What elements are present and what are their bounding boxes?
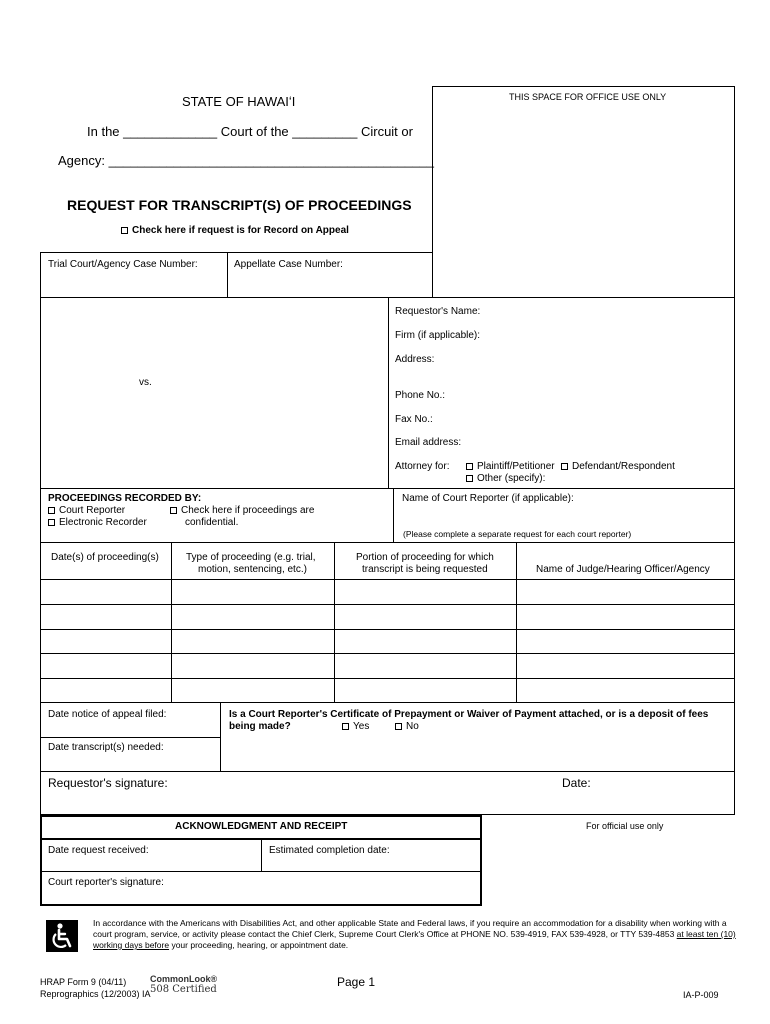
transcript-needed-label: Date transcript(s) needed: [48, 742, 164, 753]
checkbox-icon [466, 475, 473, 482]
signature-date-label: Date: [562, 776, 591, 790]
form-code: IA-P-009 [683, 990, 719, 1000]
commonlook-logo: CommonLook® [150, 974, 218, 984]
page-number: Page 1 [337, 975, 376, 989]
court-line: In the _____________ Court of the _________ Circuit or [87, 124, 413, 139]
fax-label: Fax No.: [395, 414, 433, 425]
checkbox-icon [561, 463, 568, 470]
office-use-box [432, 86, 735, 298]
col-type-header-1: Type of proceeding (e.g. trial, [186, 552, 316, 563]
firm-label: Firm (if applicable): [395, 330, 481, 341]
reporter-signature-label: Court reporter's signature: [48, 877, 164, 888]
requestor-signature-label: Requestor's signature: [48, 776, 168, 790]
ada-line-1: In accordance with the Americans with Disabilities Act, and other applicable State and Federal laws, if you require an accommodation for a disability when working with a [93, 918, 727, 928]
col-dates-header: Date(s) of proceeding(s) [51, 552, 159, 563]
reporter-note: (Please complete a separate request for each court reporter) [403, 529, 632, 539]
col-portion-header-2: transcript is being requested [362, 564, 488, 575]
defendant-checkbox[interactable]: Defendant/Respondent [561, 461, 675, 472]
estimated-completion-label: Estimated completion date: [269, 845, 390, 856]
prepayment-question-1: Is a Court Reporter's Certificate of Prepayment or Waiver of Payment attached, or is a deposit of fees [229, 709, 709, 720]
state-title: STATE OF HAWAIʻI [182, 94, 296, 109]
checkbox-icon [48, 519, 55, 526]
reporter-name-label: Name of Court Reporter (if applicable): [402, 493, 574, 504]
checkbox-icon [170, 507, 177, 514]
checkbox-icon [121, 227, 128, 234]
col-type-header-2: motion, sentencing, etc.) [198, 564, 307, 575]
confidential-label-2: confidential. [185, 517, 239, 528]
attorney-for-label: Attorney for: [395, 461, 450, 472]
form-number: HRAP Form 9 (04/11) [40, 977, 127, 987]
checkbox-icon [395, 723, 402, 730]
checkbox-icon [48, 507, 55, 514]
vs-label: vs. [139, 377, 152, 388]
wheelchair-icon [46, 920, 78, 952]
prepayment-question-2: being made? [229, 721, 291, 732]
date-received-label: Date request received: [48, 845, 149, 856]
trial-case-label: Trial Court/Agency Case Number: [48, 259, 198, 270]
col-portion-header-1: Portion of proceeding for which [356, 552, 494, 563]
col-judge-header: Name of Judge/Hearing Officer/Agency [536, 564, 710, 575]
ada-line-3: working days before your proceeding, hearing, or appointment date. [93, 940, 349, 950]
electronic-recorder-checkbox[interactable]: Electronic Recorder [48, 517, 147, 528]
ack-heading: ACKNOWLEDGMENT AND RECEIPT [175, 821, 348, 832]
appellate-case-label: Appellate Case Number: [234, 259, 343, 270]
ada-line-2: court program, service, or activity please contact the Chief Clerk, Supreme Court Clerk's Office at PHONE NO. 539-4919, FAX 539-4928, or TTY 539-4853 at least ten (10) [93, 929, 736, 939]
reprographics-label: Reprographics (12/2003) IA [40, 989, 151, 999]
notice-filed-label: Date notice of appeal filed: [48, 709, 167, 720]
checkbox-icon [342, 723, 349, 730]
court-reporter-checkbox[interactable]: Court Reporter [48, 505, 125, 516]
yes-checkbox[interactable]: Yes [342, 721, 369, 732]
office-use-label: THIS SPACE FOR OFFICE USE ONLY [509, 92, 667, 102]
form-title: REQUEST FOR TRANSCRIPT(S) OF PROCEEDINGS [67, 197, 412, 213]
recorded-by-heading: PROCEEDINGS RECORDED BY: [48, 493, 202, 504]
address-label: Address: [395, 354, 435, 365]
plaintiff-checkbox[interactable]: Plaintiff/Petitioner [466, 461, 555, 472]
other-checkbox[interactable]: Other (specify): [466, 473, 545, 484]
appeal-check-label: Check here if request is for Record on Appeal [132, 225, 349, 236]
email-label: Email address: [395, 437, 462, 448]
confidential-checkbox[interactable]: Check here if proceedings are [170, 505, 314, 516]
appeal-checkbox[interactable] [121, 225, 349, 236]
agency-line: Agency: _____________________________________________ [58, 153, 434, 168]
508-certified-label: 508 Certified [150, 984, 217, 995]
official-use-label: For official use only [586, 821, 664, 831]
phone-label: Phone No.: [395, 390, 446, 401]
no-checkbox[interactable]: No [395, 721, 419, 732]
checkbox-icon [466, 463, 473, 470]
requestor-name-label: Requestor's Name: [395, 306, 481, 317]
